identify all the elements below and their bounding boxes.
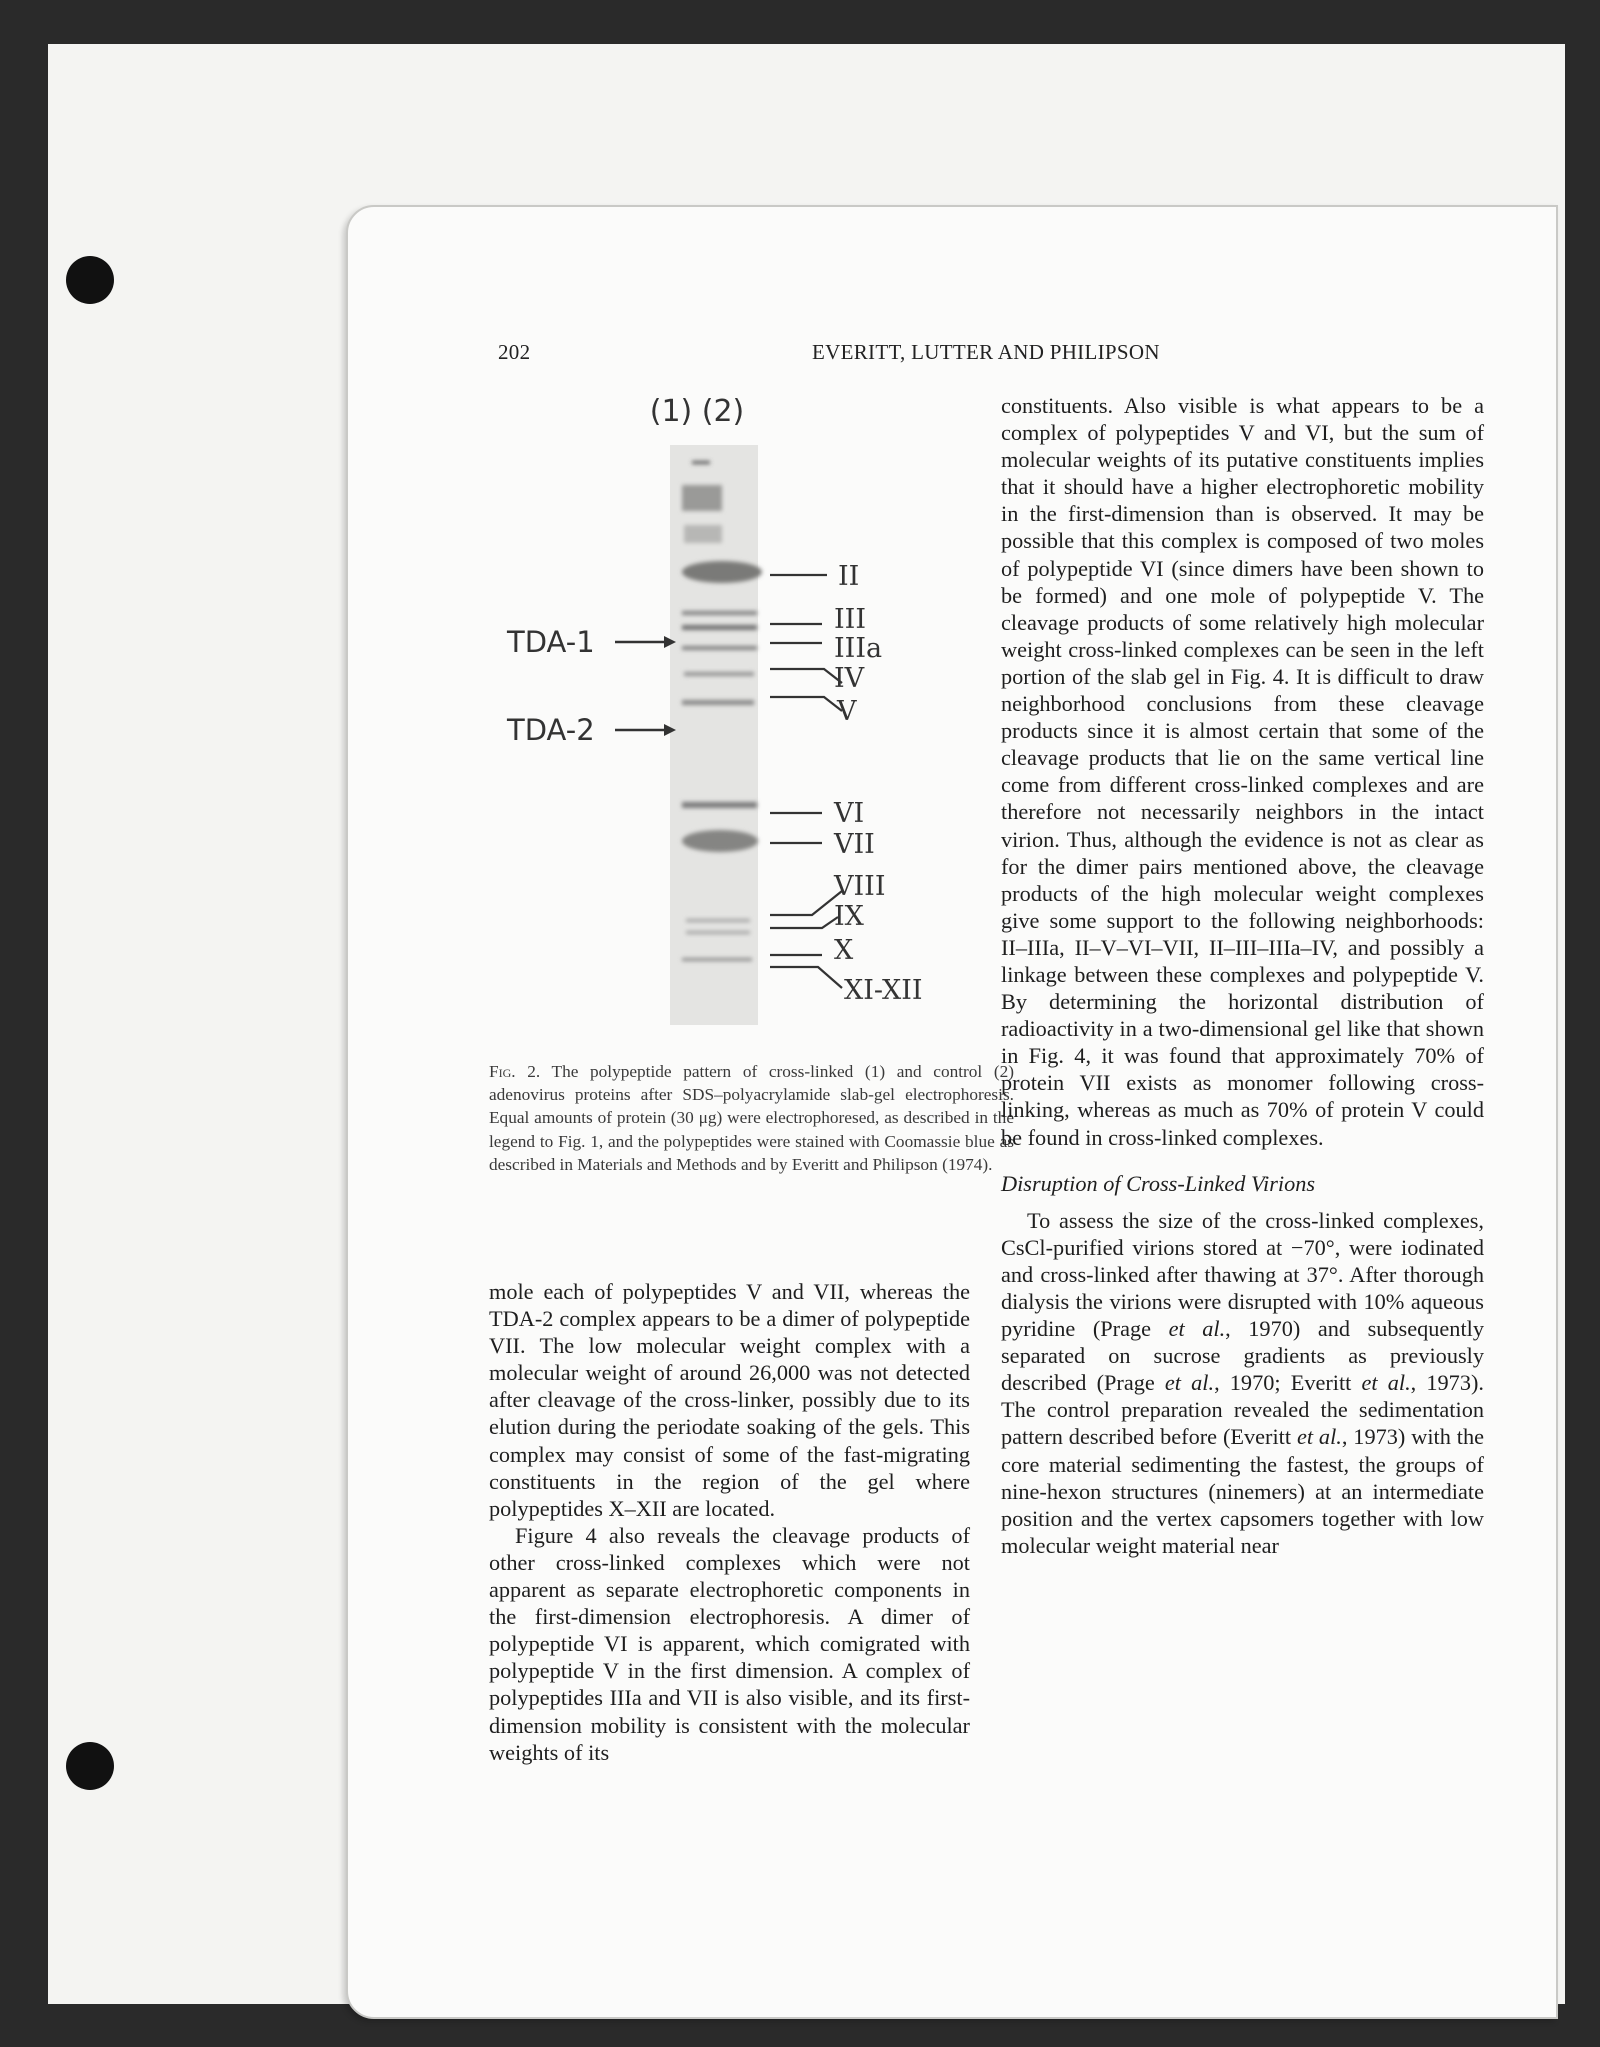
para2-text-4: , 1973). The control preparation revealed the sedimentation pattern described before (Everitt bbox=[1001, 1370, 1484, 1450]
gel-illustration bbox=[482, 385, 982, 1055]
para2-text-3: , 1970; Everitt bbox=[1214, 1370, 1362, 1396]
page-number: 202 bbox=[498, 340, 531, 364]
running-title: EVERITT, LUTTER AND PHILIPSON bbox=[812, 340, 1160, 364]
band-label-ix: IX bbox=[834, 901, 864, 932]
band-label-iv: IV bbox=[834, 663, 865, 694]
figure-caption-text: The polypeptide pattern of cross-linked (1) and control (2) adenovirus proteins after SDS–polyacrylamide slab-gel electrophoresis. Equal amounts of protein (30 μg) were electrophoresed, as described in the legend to Fig. 1, and the polypeptides were stained with Coomassie blue as described in Materials and Methods and by Everitt and Philipson (1974). bbox=[489, 1062, 1015, 1174]
gel-figure bbox=[482, 385, 982, 1055]
binder-hole-top bbox=[66, 256, 114, 304]
band-label-x: X bbox=[834, 935, 854, 966]
para2-etal-2: et al. bbox=[1164, 1370, 1215, 1396]
band-label-ii: II bbox=[838, 561, 860, 592]
band-label-viii: VIII bbox=[834, 871, 886, 902]
figure-caption bbox=[489, 1060, 1014, 1176]
para2-etal-1: et al. bbox=[1168, 1316, 1226, 1342]
right-paragraph-1: constituents. Also visible is what appears to be a complex of polypeptides V and VI, but the sum of molecular weights of its putative constituents implies that it should have a higher electrophoretic mobility in the first-dimension than is observed. It may be possible that this complex is composed of two moles of polypeptide VI (since dimers have been shown to be formed) and one mole of polypeptide V. The cleavage products of some relatively high molecular weight cross-linked complexes can be seen in the left portion of the slab gel in Fig. 4. It is difficult to draw neighborhood conclusions from these cleavage products since it is almost certain that some of the cleavage products that lie on the same vertical line come from different cross-linked complexes and are therefore not necessarily neighbors in the intact virion. Thus, although the evidence is not as clear as for the dimer pairs mentioned above, the cleavage products of the high molecular weight complexes give some support to the following neighborhoods: II–IIIa, II–V–VI–VII, II–III–IIIa–IV, and possibly a linkage between these complexes and polypeptide V. By determining the horizontal distribution of radioactivity in a two-dimensional gel like that shown in Fig. 4, it was found that approximately 70% of protein VII exists as monomer following cross-linking, whereas as much as 70% of protein V could be found in cross-linked complexes. bbox=[1001, 393, 1484, 1150]
para2-text-2: , 1970) and subsequently separated on sucrose gradients as previously described (Prage bbox=[1001, 1316, 1484, 1396]
band-label-iii: III bbox=[834, 604, 866, 635]
band-label-vii: VII bbox=[834, 829, 875, 860]
para2-text-5: , 1973) with the core material sedimenting the fastest, the groups of nine-hexon structures (ninemers) at an intermediate position and the vertex capsomers together with low molecular weight material near bbox=[1001, 1424, 1484, 1558]
para2-etal-4: et al. bbox=[1296, 1424, 1342, 1450]
left-column bbox=[489, 1278, 970, 1766]
figure-caption-label: Fig. 2. bbox=[489, 1062, 541, 1081]
left-paragraph-2: Figure 4 also reveals the cleavage products of other cross-linked complexes which were not apparent as separate electrophoretic components in the first-dimension electrophoresis. A dimer of polypeptide VI is apparent, which comigrated with polypeptide V in the first dimension. A complex of polypeptides IIIa and VII is also visible, and its first-dimension mobility is consistent with the molecular weights of its bbox=[489, 1522, 970, 1765]
right-column bbox=[1001, 392, 1484, 1559]
tda-1-text: TDA-1 bbox=[507, 625, 595, 659]
lane-labels: (1) (2) bbox=[649, 394, 745, 429]
tda-2-text: TDA-2 bbox=[507, 713, 595, 747]
right-paragraph-2 bbox=[1001, 1207, 1484, 1559]
para2-text-1: To assess the size of the cross-linked complexes, CsCl-purified virions stored at −70°, were iodinated and cross-linked after thawing at 37°. After thorough dialysis the virions were disrupted with 10% aqueous pyridine (Prage bbox=[1001, 1207, 1484, 1342]
band-label-v: V bbox=[837, 696, 857, 727]
tda-1-label bbox=[506, 625, 676, 659]
left-paragraph-1: mole each of polypeptides V and VII, whereas the TDA-2 complex appears to be a dimer of polypeptide VII. The low molecular weight complex with a molecular weight of around 26,000 was not detected after cleavage of the cross-linker, possibly due to its elution during the periodate soaking of the gels. This complex may consist of some of the fast-migrating constituents in the region of the gel where polypeptides X–XII are located. bbox=[489, 1279, 970, 1521]
para2-etal-3: et al. bbox=[1361, 1370, 1411, 1396]
band-label-vi: VI bbox=[834, 798, 865, 829]
band-labels bbox=[833, 561, 923, 1006]
band-leader-lines bbox=[770, 575, 842, 988]
section-heading: Disruption of Cross-Linked Virions bbox=[1001, 1170, 1316, 1196]
band-label-xi-xii: XI-XII bbox=[844, 975, 923, 1006]
binder-hole-bottom bbox=[66, 1742, 114, 1790]
tda-2-label bbox=[506, 713, 676, 747]
band-label-iiia: IIIa bbox=[834, 633, 883, 664]
